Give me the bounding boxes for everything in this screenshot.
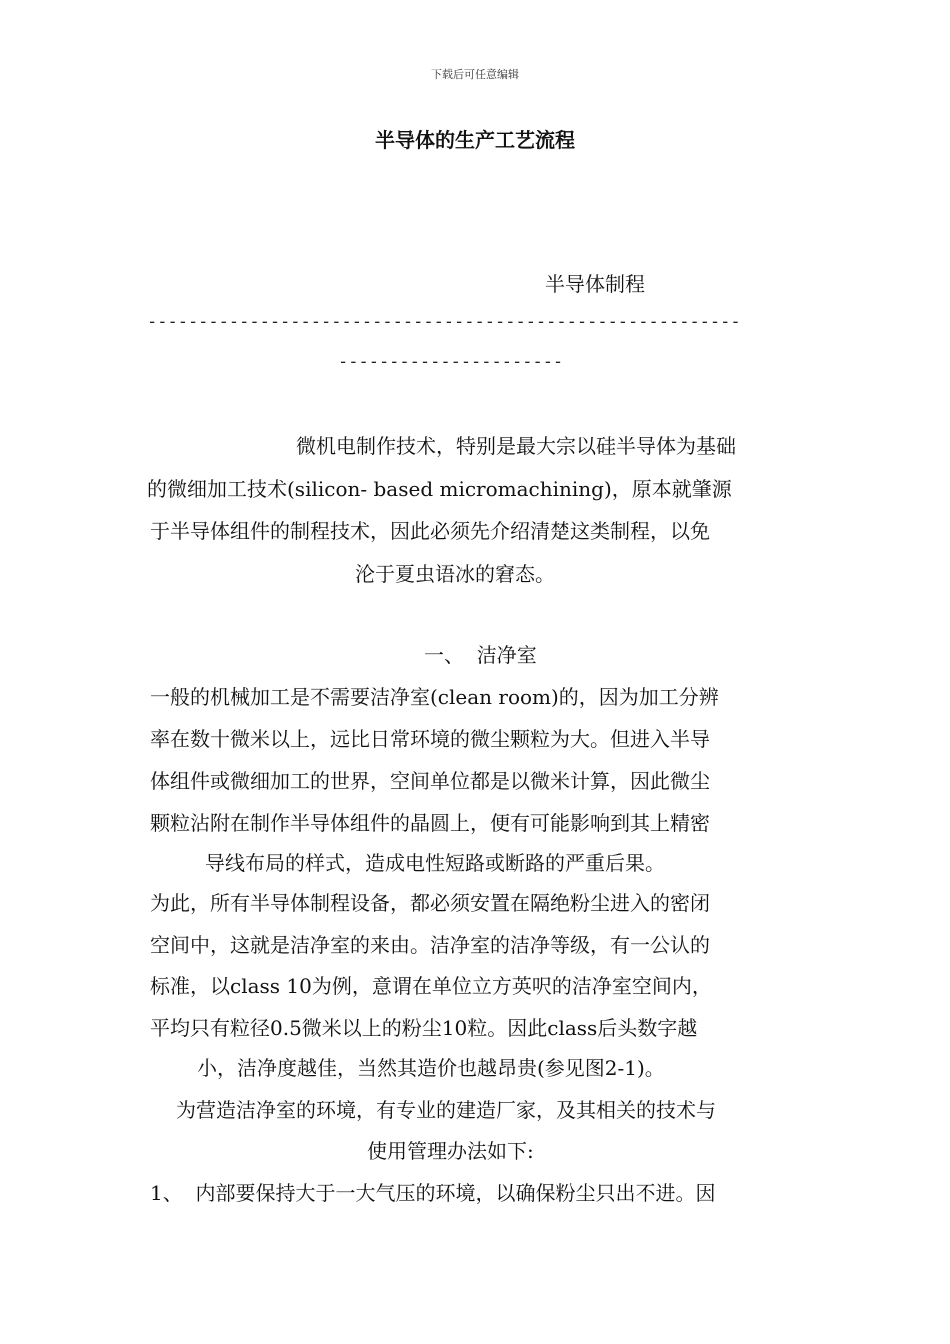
paragraph-line: 颗粒沾附在制作半导体组件的晶圆上，便有可能影响到其上精密: [150, 811, 710, 835]
paragraph-line: 导线布局的样式，造成电性短路或断路的严重后果。: [205, 851, 665, 875]
paragraph-line: 空间中，这就是洁净室的来由。洁净室的洁净等级，有一公认的: [150, 933, 710, 957]
paragraph-line: 率在数十微米以上，远比日常环境的微尘颗粒为大。但进入半导: [150, 727, 710, 751]
list-item: 1、 内部要保持大于一大气压的环境，以确保粉尘只出不进。因: [150, 1181, 716, 1205]
paragraph-line: 标准，以class 10为例，意谓在单位立方英呎的洁净室空间内，: [150, 974, 712, 998]
paragraph-line: 为此，所有半导体制程设备，都必须安置在隔绝粉尘进入的密闭: [150, 891, 710, 915]
paragraph-line: 平均只有粒径0.5微米以上的粉尘10粒。因此class后头数字越: [150, 1016, 698, 1040]
dashed-divider: ----------------------------------------------------------: [147, 312, 741, 332]
page-title: 半导体的生产工艺流程: [375, 128, 575, 152]
paragraph-line: 微机电制作技术，特别是最大宗以硅半导体为基础: [296, 434, 736, 458]
paragraph-line: 使用管理办法如下:: [367, 1139, 534, 1163]
header-note: 下载后可任意编辑: [431, 68, 519, 81]
paragraph-line: 小，洁净度越佳，当然其造价也越昂贵(参见图2-1)。: [197, 1056, 665, 1080]
paragraph-line: 体组件或微细加工的世界，空间单位都是以微米计算，因此微尘: [150, 769, 710, 793]
paragraph-line: 为营造洁净室的环境，有专业的建造厂家，及其相关的技术与: [176, 1098, 716, 1122]
subtitle: 半导体制程: [545, 272, 645, 296]
paragraph-line: 沦于夏虫语冰的窘态。: [355, 562, 555, 586]
paragraph-line: 于半导体组件的制程技术，因此必须先介绍清楚这类制程，以免: [150, 519, 710, 543]
paragraph-line: 的微细加工技术(silicon- based micromachining)，原本就肇源: [147, 477, 732, 501]
dashed-divider: ----------------------: [338, 352, 564, 372]
section-heading: 一、 洁净室: [424, 643, 537, 667]
paragraph-line: 一般的机械加工是不需要洁净室(clean room)的，因为加工分辨: [150, 685, 719, 709]
